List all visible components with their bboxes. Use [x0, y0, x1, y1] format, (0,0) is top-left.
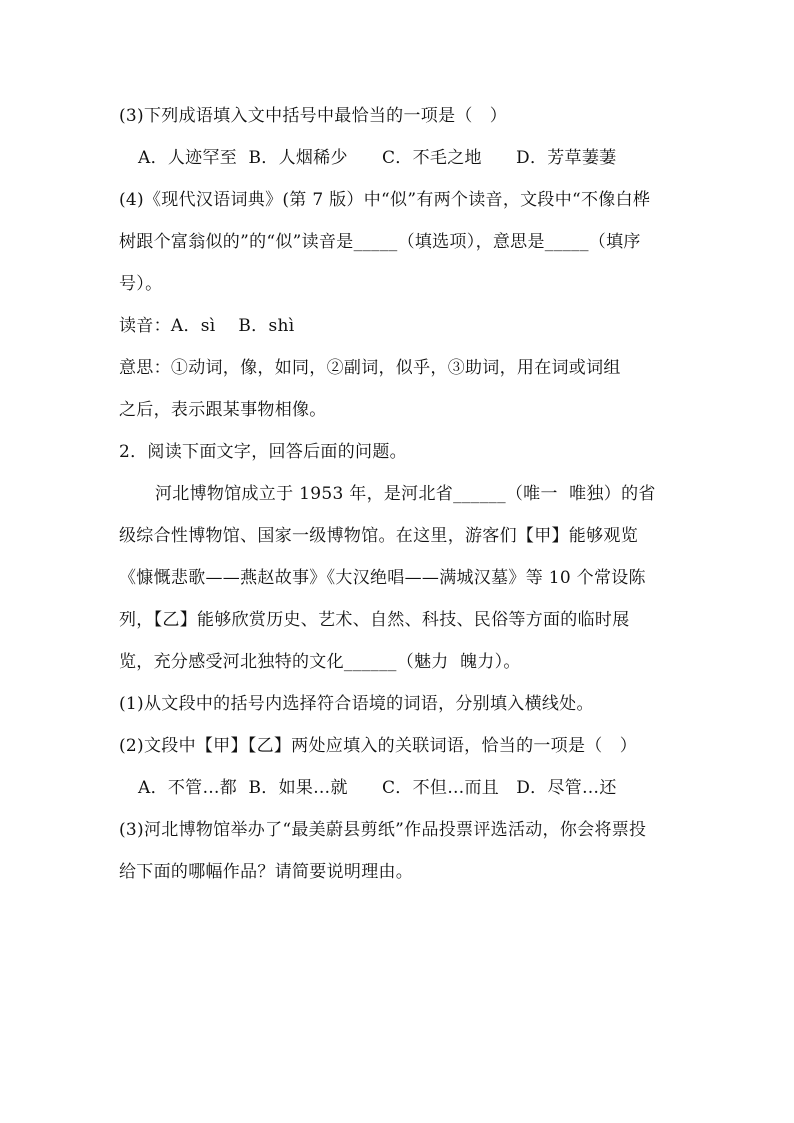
question-3-choices: A．人迹罕至 B．人烟稀少 C．不毛之地 D．芳草萋萋: [138, 148, 617, 168]
sub-question-3-line-1: (3)河北博物馆举办了“最美蔚县剪纸”作品投票评选活动，你会将票投: [119, 820, 647, 840]
sub-question-3-line-2: 给下面的哪幅作品？请简要说明理由。: [119, 862, 414, 882]
passage-line-5: 览，充分感受河北独特的文化______（魅力 魄力）。: [119, 652, 521, 672]
sub-question-2: (2)文段中【甲】【乙】两处应填入的关联词语，恰当的一项是（ ）: [119, 736, 637, 756]
sub-question-2-choices: A．不管…都 B．如果…就 C．不但…而且 D．尽管…还: [138, 778, 617, 798]
question-4-stem-line-1: (4)《现代汉语词典》(第 7 版）中“似”有两个读音，文段中“不像白桦: [119, 190, 651, 210]
sub-question-1: (1)从文段中的括号内选择符合语境的词语，分别填入横线处。: [119, 694, 594, 714]
passage-line-1: 河北博物馆成立于 1953 年，是河北省______（唯一 唯独）的省: [155, 484, 656, 504]
pronunciation-options: 读音：A．sì B．shì: [119, 316, 295, 336]
question-3-stem: (3)下列成语填入文中括号中最恰当的一项是（ ）: [119, 106, 508, 126]
question-4-stem-line-3: 号）。: [119, 274, 163, 294]
meaning-options-line-2: 之后，表示跟某事物相像。: [119, 400, 327, 420]
passage-line-2: 级综合性博物馆、国家一级博物馆。在这里，游客们【甲】能够观览: [119, 526, 638, 546]
meaning-options-line-1: 意思：①动词，像，如同，②副词，似乎，③助词，用在词或词组: [119, 358, 621, 378]
passage-line-4: 列，【乙】能够欣赏历史、艺术、自然、科技、民俗等方面的临时展: [119, 610, 630, 630]
section-2-heading: 2．阅读下面文字，回答后面的问题。: [119, 442, 407, 462]
passage-line-3: 《慷慨悲歌——燕赵故事》《大汉绝唱——满城汉墓》等 10 个常设陈: [119, 568, 646, 588]
question-4-stem-line-2: 树跟个富翁似的”的“似”读音是_____（填选项），意思是_____（填序: [119, 232, 641, 252]
